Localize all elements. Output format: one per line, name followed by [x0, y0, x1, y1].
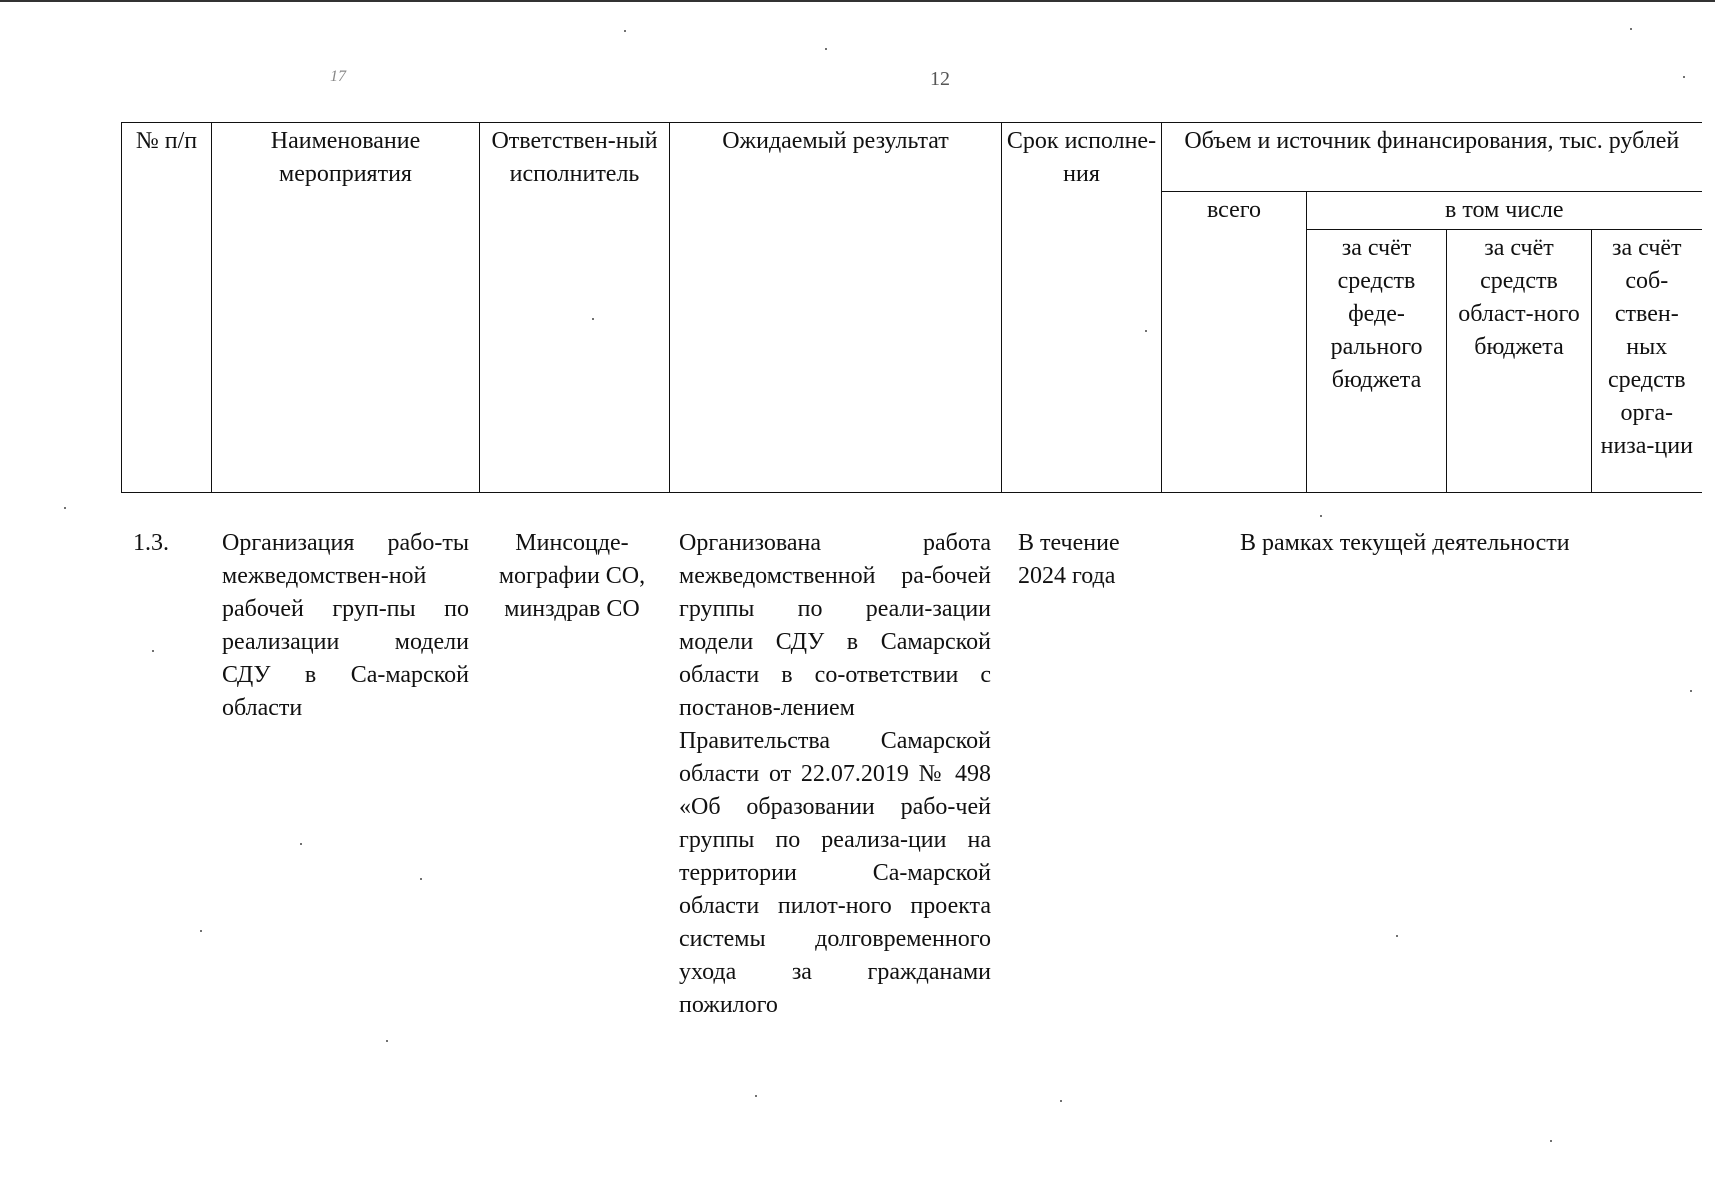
scan-speck	[1396, 935, 1398, 937]
scan-speck	[64, 507, 66, 509]
scan-speck	[300, 843, 302, 845]
scan-speck	[1630, 28, 1632, 30]
scan-speck	[200, 930, 202, 932]
scan-speck	[592, 318, 594, 320]
header-federal: за счёт средств феде-рального бюджета	[1307, 230, 1447, 493]
scan-speck	[1683, 76, 1685, 78]
row-executor: Минсоцде-мографии СО, минздрав СО	[498, 530, 646, 622]
scan-speck	[755, 1095, 757, 1097]
scan-speck	[1145, 330, 1147, 332]
row-term: В течение 2024 года	[1018, 530, 1120, 589]
scan-speck	[1550, 1140, 1552, 1142]
header-name: Наименование мероприятия	[212, 123, 480, 493]
header-num: № п/п	[122, 123, 212, 493]
header-financing: Объем и источник финансирования, тыс. рублей	[1162, 123, 1702, 192]
table-header	[121, 122, 1702, 493]
header-term: Срок исполне-ния	[1002, 123, 1162, 493]
row-name: Организация рабо-ты межведомствен-ной рабочей груп-пы по реализации модели СДУ в Са-марской области	[222, 530, 469, 721]
corner-mark: 17	[330, 68, 346, 85]
header-own: за счёт соб-ствен-ных средств орга-низа-ции	[1592, 230, 1702, 493]
page-top-edge	[0, 0, 1715, 2]
row-num: 1.3.	[133, 530, 169, 556]
scan-speck	[1690, 690, 1692, 692]
scan-speck	[825, 48, 827, 50]
header-result: Ожидаемый результат	[670, 123, 1002, 493]
scan-speck	[624, 30, 626, 32]
header-including: в том числе	[1307, 192, 1702, 230]
header-total: всего	[1162, 192, 1307, 493]
row-financing: В рамках текущей деятельности	[1240, 530, 1570, 556]
scan-speck	[386, 1040, 388, 1042]
scan-speck	[152, 650, 154, 652]
header-regional: за счёт средств област-ного бюджета	[1447, 230, 1592, 493]
scan-speck	[1060, 1100, 1062, 1102]
page-number: 12	[930, 68, 950, 90]
scan-speck	[1320, 515, 1322, 517]
scan-speck	[420, 878, 422, 880]
header-executor: Ответствен-ный исполнитель	[480, 123, 670, 493]
row-result: Организована работа межведомственной ра-бочей группы по реали-зации модели СДУ в Самарской области в со-ответствии с постанов-лением Правительства Самарской области от 22.07.2019 № 498 «Об образовании рабо-чей группы по реализа-ции на территории Са-марской области пилот-ного проекта системы долговременного ухода за гражданами пожилого	[679, 530, 991, 1018]
